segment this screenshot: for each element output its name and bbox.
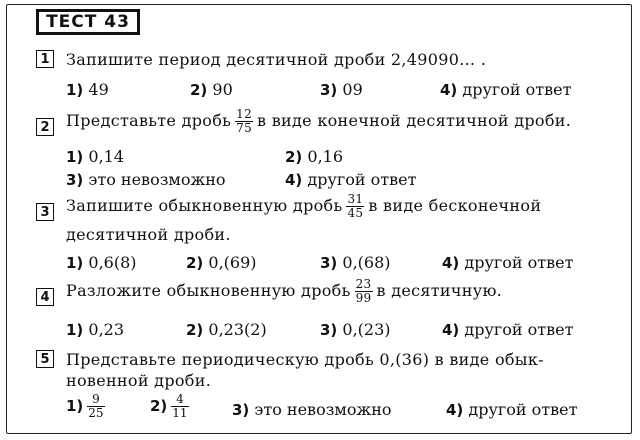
answer-option: 3) 09 <box>320 80 363 99</box>
answer-option: 1) $\frac{9}{25}$ <box>66 392 104 420</box>
question-text: Разложите обыкновенную дробь $\frac{23}{99}$ в десятичную. <box>66 277 503 305</box>
fraction: $\frac{23}{99}$ <box>355 277 372 305</box>
answer-option: 2) 0,23(2) <box>186 320 267 339</box>
answer-option: 2) 0,(69) <box>186 253 257 272</box>
answer-option: 3) 0,(23) <box>320 320 391 339</box>
question-number: 5 <box>36 350 54 368</box>
question-text: Запишите обыкновенную дробь $\frac{31}{45}$ в виде бесконечной <box>66 192 542 220</box>
question-text: Представьте дробь $\frac{12}{75}$ в виде конечной десятичной дроби. <box>66 107 572 135</box>
test-title: ТЕСТ 43 <box>36 9 140 35</box>
answer-option: 3) это невозможно <box>232 400 392 419</box>
answer-option: 4) другой ответ <box>440 80 572 99</box>
answer-option: 1) 0,14 <box>66 147 125 166</box>
answer-option: 2) 90 <box>190 80 233 99</box>
answer-option: 1) 0,23 <box>66 320 125 339</box>
answer-option: 2) $\frac{4}{11}$ <box>150 392 188 420</box>
question-number: 2 <box>36 118 54 136</box>
question-text: Представьте периодическую дробь 0,(36) в виде обык- <box>66 350 544 369</box>
answer-option: 3) это невозможно <box>66 170 226 189</box>
question-number: 1 <box>36 50 54 68</box>
fraction: $\frac{9}{25}$ <box>88 392 104 420</box>
answer-option: 2) 0,16 <box>285 147 344 166</box>
question-text-line2: новенной дроби. <box>66 371 212 390</box>
fraction: $\frac{4}{11}$ <box>172 392 188 420</box>
answer-option: 3) 0,(68) <box>320 253 391 272</box>
answer-option: 1) 49 <box>66 80 109 99</box>
fraction: $\frac{12}{75}$ <box>236 107 253 135</box>
answer-option: 4) другой ответ <box>442 253 574 272</box>
fraction: $\frac{31}{45}$ <box>347 192 364 220</box>
question-text: Запишите период десятичной дроби 2,49090… . <box>66 50 487 69</box>
answer-option: 1) 0,6(8) <box>66 253 137 272</box>
question-number: 4 <box>36 288 54 306</box>
question-number: 3 <box>36 203 54 221</box>
answer-option: 4) другой ответ <box>285 170 417 189</box>
answer-option: 4) другой ответ <box>442 320 574 339</box>
question-text-line2: десятичной дроби. <box>66 225 231 244</box>
answer-option: 4) другой ответ <box>446 400 578 419</box>
